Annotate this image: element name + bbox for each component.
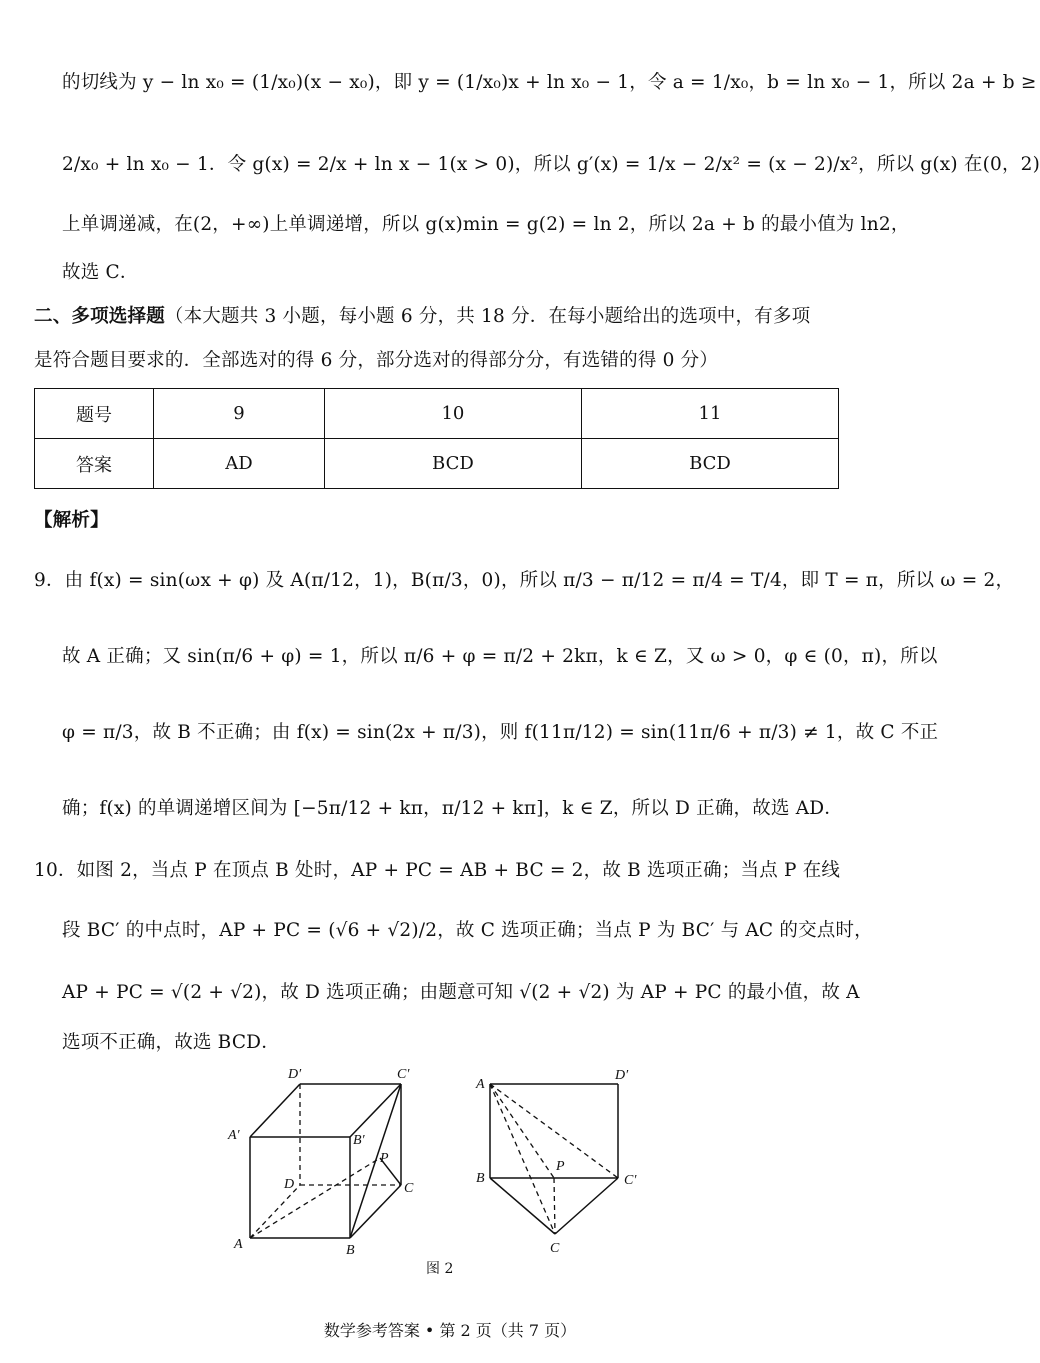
vertex-label: B <box>476 1171 485 1186</box>
net-figure <box>470 1062 650 1262</box>
vertex-label: B′ <box>353 1133 365 1148</box>
q9-line: φ = π/3，故 B 不正确；由 f(x) = sin(2x + π/3)，则 f(11π/12) = sin(11π/6 + π/3) ≠ 1，故 C 不正 <box>62 722 939 743</box>
vertex-label: C <box>404 1181 414 1196</box>
text-line: 上单调递减，在(2，+∞)上单调递增，所以 g(x)min = g(2) = ln 2，所以 2a + b 的最小值为 ln2， <box>62 214 910 235</box>
vertex-label: D <box>284 1177 295 1192</box>
analysis-label: 【解析】 <box>34 510 109 531</box>
q10-line: 10．如图 2，当点 P 在顶点 B 处时，AP + PC = AB + BC = 2，故 B 选项正确；当点 P 在线 <box>34 860 841 881</box>
table-cell: 11 <box>581 389 838 439</box>
q10-line: 段 BC′ 的中点时，AP + PC = (√6 + √2)/2，故 C 选项正确；当点 P 为 BC′ 与 AC 的交点时， <box>62 920 873 941</box>
figure-caption: 图 2 <box>426 1261 454 1277</box>
vertex-label: B <box>346 1243 355 1258</box>
vertex-label: C′ <box>397 1067 410 1082</box>
vertex-label: P <box>556 1159 565 1174</box>
page-footer: 数学参考答案 • 第 2 页（共 7 页） <box>323 1321 577 1340</box>
table-header-cell: 题号 <box>35 389 154 439</box>
table-cell: BCD <box>324 439 581 489</box>
vertex-label: C′ <box>624 1173 637 1188</box>
q10-line: 选项不正确，故选 BCD． <box>62 1032 280 1053</box>
vertex-label: A′ <box>228 1128 240 1143</box>
table-cell: BCD <box>581 439 838 489</box>
table-row <box>35 389 839 439</box>
answer-table <box>34 388 839 489</box>
text-line: 2/x₀ + ln x₀ − 1．令 g(x) = 2/x + ln x − 1(x > 0)，所以 g′(x) = 1/x − 2/x² = (x − 2)/x²，所以 g(x) 在(0，2) <box>62 154 1040 175</box>
text-line: 的切线为 y − ln x₀ = (1/x₀)(x − x₀)，即 y = (1/x₀)x + ln x₀ − 1，令 a = 1/x₀，b = ln x₀ − 1，所以 2a + b ≥ <box>62 72 1037 93</box>
vertex-label: P <box>380 1151 389 1166</box>
section-desc: （本大题共 3 小题，每小题 6 分，共 18 分．在每小题给出的选项中，有多项 <box>164 306 811 327</box>
vertex-label: D′ <box>288 1067 302 1082</box>
vertex-label: A <box>476 1077 485 1092</box>
section-desc-line2: 是符合题目要求的．全部选对的得 6 分，部分选对的得部分分，有选错的得 0 分） <box>34 350 719 371</box>
q9-line: 确；f(x) 的单调递增区间为 [−5π/12 + kπ，π/12 + kπ]，k ∈ Z，所以 D 正确，故选 AD． <box>62 798 843 819</box>
text-line: 故选 C． <box>62 262 139 283</box>
cube-figure <box>220 1062 430 1262</box>
vertex-label: C <box>550 1241 560 1256</box>
table-header-cell: 答案 <box>35 439 154 489</box>
table-cell: 9 <box>154 389 325 439</box>
q9-line: 故 A 正确；又 sin(π/6 + φ) = 1，所以 π/6 + φ = π/2 + 2kπ，k ∈ Z，又 ω > 0，φ ∈ (0，π)，所以 <box>62 646 938 667</box>
vertex-label: D′ <box>615 1068 629 1083</box>
table-row <box>35 439 839 489</box>
vertex-label: A <box>234 1237 243 1252</box>
table-cell: AD <box>154 439 325 489</box>
q9-line: 9．由 f(x) = sin(ωx + φ) 及 A(π/12，1)，B(π/3，0)，所以 π/3 − π/12 = π/4 = T/4，即 T = π，所以 ω = 2， <box>34 570 1015 591</box>
table-cell: 10 <box>324 389 581 439</box>
q10-line: AP + PC = √(2 + √2)，故 D 选项正确；由题意可知 √(2 + √2) 为 AP + PC 的最小值，故 A <box>62 982 860 1003</box>
section-title: 二、多项选择题 <box>34 306 165 327</box>
section-heading <box>34 302 810 328</box>
